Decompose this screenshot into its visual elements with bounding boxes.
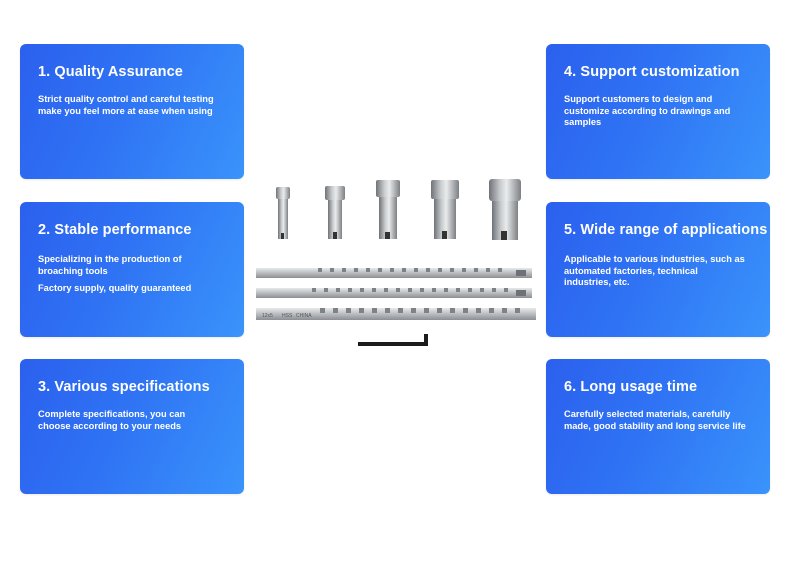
card-text: Factory supply, quality guaranteed (38, 283, 192, 293)
card-title: 4. Support customization (564, 64, 740, 80)
bushing-3 (376, 180, 400, 239)
feature-card-wide-range-applications (546, 202, 770, 337)
card-title: 6. Long usage time (564, 379, 698, 395)
card-title: 1. Quality Assurance (38, 64, 183, 80)
broach-marking: 12x5 (262, 313, 273, 319)
bushing-5 (489, 179, 521, 240)
card-text: Carefully selected materials, carefully made, good stability and long service life (564, 409, 746, 431)
card-title: 2. Stable performance (38, 222, 192, 238)
card-title: 5. Wide range of applications (564, 222, 768, 238)
card-title: 3. Various specifications (38, 379, 210, 395)
bushing-1 (276, 187, 290, 239)
broach-marking: CHINA (296, 313, 312, 319)
hex-key (358, 334, 428, 346)
product-image-broach-set (248, 175, 544, 355)
feature-card-quality-assurance (20, 44, 244, 179)
broach-2 (256, 288, 532, 298)
card-text: Strict quality control and careful testing make you feel more at ease when using (38, 94, 214, 116)
card-text: Applicable to various industries, such as automated factories, technical industries, etc. (564, 254, 745, 287)
card-text: Support customers to design and customize according to drawings and samples (564, 94, 731, 127)
broach-marking: HSS (282, 313, 293, 319)
feature-card-stable-performance (20, 202, 244, 337)
card-text: Specializing in the production of broaching tools (38, 254, 182, 276)
feature-card-support-customization (546, 44, 770, 179)
broach-3 (256, 308, 536, 320)
feature-card-long-usage-time (546, 359, 770, 494)
card-text: Complete specifications, you can choose according to your needs (38, 409, 186, 431)
bushing-2 (325, 186, 345, 239)
bushing-4 (431, 180, 459, 239)
broach-1 (256, 268, 532, 278)
feature-card-various-specifications (20, 359, 244, 494)
